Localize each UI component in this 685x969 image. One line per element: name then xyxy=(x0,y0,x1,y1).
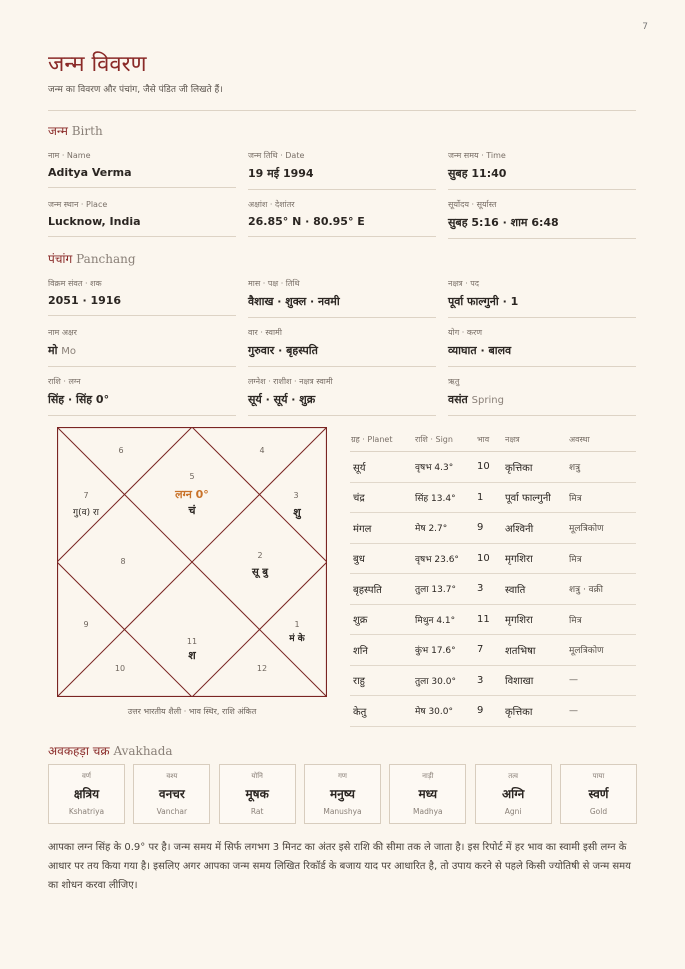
table-row xyxy=(350,513,636,544)
field-yoga-karana xyxy=(448,327,636,367)
cell-sign: मिथुन 4.1° xyxy=(414,604,476,635)
house-3-planets: शु xyxy=(293,506,301,519)
field-value: Lucknow, India xyxy=(48,215,141,228)
cell-nakshatra: कृत्तिका xyxy=(504,696,568,727)
field-rashi-lagna xyxy=(48,376,236,416)
field-value: सूर्य · सूर्य · शुक्र xyxy=(248,393,316,406)
field-name-letter xyxy=(48,327,236,367)
avakhada-heading-hi: अवकहड़ा चक्र xyxy=(48,744,110,758)
field-nakshatra xyxy=(448,278,636,318)
field-value: वैशाख · शुक्ल · नवमी xyxy=(248,295,340,308)
birth-time-note: आपका लग्न सिंह के 0.9° पर है। जन्म समय में सिर्फ लगभग 3 मिनट का अंतर इसे राशि की सीमा तक ले जाता है। इस रिपोर्ट में हर भाव का स्वामी इसी लग्न के आधार पर तय किया गया है। इसलिए अगर आपका जन्म समय लिखित रिकॉर्ड के बजाय याद पर आधारित है, तो उपाय करने से पहले किसी ज्योतिषी से जन्म समय का शोधन करवा लीजिए। xyxy=(48,842,631,891)
cell-planet: सूर्य xyxy=(350,452,414,483)
avakhada-heading-en: Avakhada xyxy=(113,744,173,758)
table-row xyxy=(350,543,636,574)
cell-planet: शुक्र xyxy=(350,604,414,635)
cell-sign: कुंभ 17.6° xyxy=(414,635,476,666)
cell-sign: मेष 2.7° xyxy=(414,513,476,544)
avakhada-card-yoni: योनि मूषक Rat xyxy=(219,764,296,824)
field-label: जन्म तिथि · Date xyxy=(248,151,305,160)
header-state: अवस्था xyxy=(568,427,636,452)
cell-sign: मेष 30.0° xyxy=(414,696,476,727)
field-value: मो Mo xyxy=(48,344,77,357)
planet-table xyxy=(350,427,636,727)
field-value: 26.85° N · 80.95° E xyxy=(248,215,365,228)
field-lords xyxy=(248,376,436,416)
cell-nakshatra: अश्विनी xyxy=(504,513,568,544)
field-name xyxy=(48,150,236,188)
cell-house: 1 xyxy=(476,482,504,513)
cell-state: मित्र xyxy=(568,604,636,635)
field-value: व्याघात · बालव xyxy=(448,344,512,357)
cell-planet: बृहस्पति xyxy=(350,574,414,605)
house-number: 11 xyxy=(186,637,198,646)
avakhada-card-nadi: नाड़ी मध्य Madhya xyxy=(389,764,466,824)
field-place xyxy=(48,199,236,237)
cell-house: 9 xyxy=(476,696,504,727)
cell-planet: केतु xyxy=(350,696,414,727)
page-title: जन्म विवरण xyxy=(48,52,147,77)
cell-state: मित्र xyxy=(568,482,636,513)
table-row xyxy=(350,635,636,666)
house-number: 5 xyxy=(189,472,195,481)
house-number: 3 xyxy=(293,491,299,500)
field-label: राशि · लग्न xyxy=(48,377,81,386)
house-12-planets: गु(व) रा xyxy=(73,508,99,518)
field-value: 19 मई 1994 xyxy=(248,167,314,180)
house-number: 4 xyxy=(259,446,265,455)
field-time xyxy=(448,150,636,190)
cell-planet: बुध xyxy=(350,543,414,574)
cell-state: — xyxy=(568,665,636,696)
cell-nakshatra: विशाखा xyxy=(504,665,568,696)
chart-caption: उत्तर भारतीय शैली · भाव स्थिर, राशि अंकित xyxy=(127,707,257,716)
lagna-label: लग्न 0° xyxy=(175,488,209,501)
table-row xyxy=(350,604,636,635)
field-label: अक्षांश · देशांतर xyxy=(248,200,295,209)
field-value: सुबह 11:40 xyxy=(448,167,507,180)
table-row xyxy=(350,665,636,696)
avakhada-card-gana: गण मनुष्य Manushya xyxy=(304,764,381,824)
table-row xyxy=(350,482,636,513)
cell-planet: मंगल xyxy=(350,513,414,544)
table-row xyxy=(350,574,636,605)
field-vaar xyxy=(248,327,436,367)
field-date xyxy=(248,150,436,190)
birth-heading-hi: जन्म xyxy=(48,124,68,138)
cell-house: 10 xyxy=(476,543,504,574)
cell-state: मूलत्रिकोण xyxy=(568,635,636,666)
cell-nakshatra: कृत्तिका xyxy=(504,452,568,483)
field-masa xyxy=(248,278,436,318)
header-house: भाव xyxy=(476,427,504,452)
cell-state: शत्रु · वक्री xyxy=(568,574,636,605)
field-ritu xyxy=(448,376,636,416)
cell-house: 3 xyxy=(476,665,504,696)
field-label: सूर्योदय · सूर्यास्त xyxy=(448,200,497,209)
panchang-heading-en: Panchang xyxy=(76,252,136,266)
cell-house: 7 xyxy=(476,635,504,666)
avakhada-card-tattva: तत्व अग्नि Agni xyxy=(475,764,552,824)
house-number: 2 xyxy=(257,551,263,560)
field-value: गुरुवार · बृहस्पति xyxy=(248,344,318,357)
avakhada-card-paya: पाया स्वर्ण Gold xyxy=(560,764,637,824)
house-8-planets: श xyxy=(188,649,196,662)
field-label: वार · स्वामी xyxy=(248,328,282,337)
table-row xyxy=(350,452,636,483)
house-number: 8 xyxy=(120,557,126,566)
panchang-heading-hi: पंचांग xyxy=(48,252,73,266)
field-value: सुबह 5:16 · शाम 6:48 xyxy=(448,216,559,229)
field-coordinates xyxy=(248,199,436,237)
cell-nakshatra: शतभिषा xyxy=(504,635,568,666)
field-value: पूर्वा फाल्गुनी · 1 xyxy=(448,295,519,308)
header-sign: राशि · Sign xyxy=(414,427,476,452)
divider xyxy=(48,110,636,111)
cell-state: मित्र xyxy=(568,543,636,574)
cell-planet: राहु xyxy=(350,665,414,696)
cell-sign: वृषभ 4.3° xyxy=(414,452,476,483)
house-number: 10 xyxy=(114,664,126,673)
cell-nakshatra: स्वाति xyxy=(504,574,568,605)
field-value: वसंत Spring xyxy=(448,393,504,406)
cell-sign: वृषभ 23.6° xyxy=(414,543,476,574)
house-4-planets: सू बु xyxy=(252,567,268,578)
field-label: मास · पक्ष · तिथि xyxy=(248,279,300,288)
table-row xyxy=(350,696,636,727)
cell-nakshatra: मृगशिरा xyxy=(504,604,568,635)
avakhada-heading xyxy=(48,742,173,759)
cell-house: 10 xyxy=(476,452,504,483)
field-value: 2051 · 1916 xyxy=(48,294,122,307)
field-label: नाम अक्षर xyxy=(48,328,77,337)
birth-heading-en: Birth xyxy=(71,124,103,138)
cell-house: 9 xyxy=(476,513,504,544)
birth-heading xyxy=(48,122,103,139)
field-label: ऋतु xyxy=(448,377,460,386)
avakhada-grid xyxy=(48,764,637,824)
cell-house: 11 xyxy=(476,604,504,635)
field-label: जन्म स्थान · Place xyxy=(48,200,108,209)
house-number: 7 xyxy=(83,491,89,500)
cell-planet: चंद्र xyxy=(350,482,414,513)
field-value: Aditya Verma xyxy=(48,166,132,179)
panchang-heading xyxy=(48,250,136,267)
field-label: जन्म समय · Time xyxy=(448,151,506,160)
page-number: 7 xyxy=(642,22,648,32)
avakhada-card-varna: वर्ण क्षत्रिय Kshatriya xyxy=(48,764,125,824)
cell-sign: तुला 13.7° xyxy=(414,574,476,605)
page-subtitle: जन्म का विवरण और पंचांग, जैसे पंडित जी लिखते हैं। xyxy=(48,85,223,95)
cell-state: शत्रु xyxy=(568,452,636,483)
cell-planet: शनि xyxy=(350,635,414,666)
house-number: 9 xyxy=(83,620,89,629)
field-samvat xyxy=(48,278,236,316)
house-6-planets: मं के xyxy=(289,634,305,644)
field-label: नाम · Name xyxy=(48,151,91,160)
field-label: योग · करण xyxy=(448,328,483,337)
cell-house: 3 xyxy=(476,574,504,605)
field-value: सिंह · सिंह 0° xyxy=(48,393,110,406)
house-number: 6 xyxy=(118,446,124,455)
field-label: लग्नेश · राशीश · नक्षत्र स्वामी xyxy=(248,377,333,386)
header-nakshatra: नक्षत्र xyxy=(504,427,568,452)
field-label: विक्रम संवत · शक xyxy=(48,279,102,288)
table-header-row xyxy=(350,427,636,452)
cell-sign: तुला 30.0° xyxy=(414,665,476,696)
cell-nakshatra: पूर्वा फाल्गुनी xyxy=(504,482,568,513)
field-label: नक्षत्र · पद xyxy=(448,279,480,288)
avakhada-card-vashya: वश्य वनचर Vanchar xyxy=(133,764,210,824)
cell-state: मूलत्रिकोण xyxy=(568,513,636,544)
header-planet: ग्रह · Planet xyxy=(350,427,414,452)
kundli-chart xyxy=(57,427,327,697)
field-sunrise-sunset xyxy=(448,199,636,239)
cell-nakshatra: मृगशिरा xyxy=(504,543,568,574)
house-number: 12 xyxy=(256,664,268,673)
cell-sign: सिंह 13.4° xyxy=(414,482,476,513)
house-1-planets: चं xyxy=(188,504,196,517)
cell-state: — xyxy=(568,696,636,727)
house-number: 1 xyxy=(294,620,300,629)
